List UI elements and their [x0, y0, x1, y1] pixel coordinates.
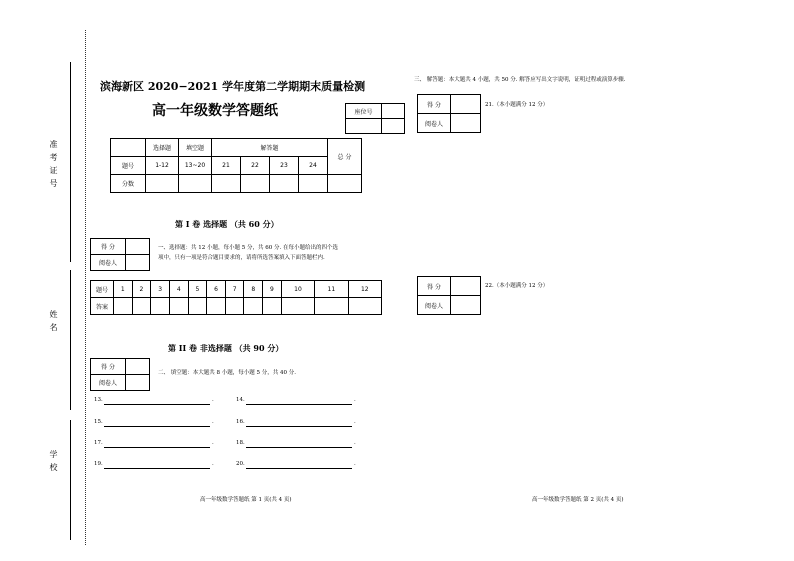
grader-label: 阅卷人 [91, 375, 126, 391]
blank-end-mark: . [354, 461, 356, 467]
answer-cell[interactable] [244, 298, 263, 315]
blank-number: 14. [236, 397, 245, 403]
col-header-total: 总 分 [328, 139, 362, 175]
footer-right: 高一年级数学答题纸 第 2 页(共 4 页) [532, 497, 624, 503]
grader-cell[interactable] [126, 255, 150, 271]
score-label: 得 分 [418, 95, 451, 114]
answer-blank[interactable] [246, 404, 352, 405]
answer-cell[interactable] [114, 298, 133, 315]
score-cell[interactable] [212, 175, 241, 193]
score-label: 得 分 [418, 277, 451, 296]
seat-number-table [345, 103, 405, 134]
answer-cell[interactable] [263, 298, 282, 315]
blank-number: 20. [236, 461, 245, 467]
question-number: 10 [281, 281, 314, 298]
question-number: 12 [348, 281, 381, 298]
part2-title: 第 II 卷 非选择题 （共 90 分） [168, 343, 284, 353]
score-cell[interactable] [146, 175, 179, 193]
question-number: 11 [315, 281, 348, 298]
part1-title: 第 I 卷 选择题 （共 60 分） [175, 219, 279, 229]
score-summary-table [110, 138, 362, 193]
question-number: 8 [244, 281, 263, 298]
grader-label: 阅卷人 [418, 296, 451, 315]
score-cell[interactable] [299, 175, 328, 193]
exam-title: 滨海新区 2020−2021 学年度第二学期期末质量检测 [100, 80, 366, 93]
score-cell[interactable] [451, 277, 481, 296]
seat-cell[interactable] [346, 119, 382, 134]
part1-score-box [90, 238, 150, 271]
answer-cell[interactable] [281, 298, 314, 315]
row-label: 题号 [111, 157, 146, 175]
score-label: 得 分 [91, 239, 126, 255]
question-number: 5 [188, 281, 207, 298]
blank-end-mark: . [354, 440, 356, 446]
item-cell: 22 [241, 157, 270, 175]
item-cell: 21 [212, 157, 241, 175]
grader-cell[interactable] [451, 114, 481, 133]
blank-end-mark: . [354, 397, 356, 403]
question-number: 1 [114, 281, 133, 298]
answer-blank[interactable] [246, 447, 352, 448]
grader-cell[interactable] [126, 375, 150, 391]
part2-score-box [90, 358, 150, 391]
blank-number: 19. [94, 461, 103, 467]
school-label: 学校 [49, 450, 58, 476]
blank-number: 13. [94, 397, 103, 403]
part1-instruction-1: 一、选择题：共 12 小题，每小题 5 分，共 60 分. 在每小题给出的四个选 [158, 245, 338, 251]
answer-cell[interactable] [207, 298, 226, 315]
part3-instruction: 三、 解答题：本大题共 4 小题，共 50 分. 解答应写出文字说明，证明过程或演算步骤. [414, 77, 626, 83]
answer-blank[interactable] [104, 404, 210, 405]
score-cell[interactable] [179, 175, 212, 193]
item-cell: 13~20 [179, 157, 212, 175]
seat-label: 座位号 [346, 104, 382, 119]
question-number: 2 [132, 281, 151, 298]
answer-cell[interactable] [225, 298, 244, 315]
blank-end-mark: . [212, 461, 214, 467]
binding-line [70, 62, 71, 262]
answer-blank[interactable] [104, 468, 210, 469]
grader-label: 阅卷人 [91, 255, 126, 271]
answer-cell[interactable] [132, 298, 151, 315]
blank-number: 18. [236, 440, 245, 446]
name-label: 姓名 [49, 310, 58, 336]
score-cell[interactable] [270, 175, 299, 193]
row-label: 分数 [111, 175, 146, 193]
grader-cell[interactable] [451, 296, 481, 315]
score-cell[interactable] [241, 175, 270, 193]
col-header: 填空题 [179, 139, 212, 157]
blank-number: 16. [236, 419, 245, 425]
score-cell[interactable] [451, 95, 481, 114]
blank-number: 15. [94, 419, 103, 425]
row-label: 题号 [91, 281, 114, 298]
blank-end-mark: . [212, 397, 214, 403]
score-cell[interactable] [126, 239, 150, 255]
question-number: 3 [151, 281, 170, 298]
grader-label: 阅卷人 [418, 114, 451, 133]
item-cell: 24 [299, 157, 328, 175]
seat-cell[interactable] [382, 104, 405, 119]
answer-blank[interactable] [104, 447, 210, 448]
answer-table [90, 280, 382, 315]
seat-cell[interactable] [382, 119, 405, 134]
q21-score-box [417, 94, 481, 133]
score-label: 得 分 [91, 359, 126, 375]
paper-title: 高一年级数学答题纸 [152, 103, 278, 119]
blank-number: 17. [94, 440, 103, 446]
answer-cell[interactable] [151, 298, 170, 315]
col-header: 解答题 [212, 139, 328, 157]
binding-dotted-line [85, 30, 86, 545]
item-cell: 23 [270, 157, 299, 175]
part1-instruction-2: 项中，只有一项是符合题目要求的，请将所选答案填入下面答题栏内. [158, 255, 325, 261]
q22-label: 22.（本小题满分 12 分） [485, 283, 549, 289]
q22-score-box [417, 276, 481, 315]
blank-end-mark: . [354, 419, 356, 425]
blank-end-mark: . [212, 440, 214, 446]
binding-line [70, 420, 71, 540]
score-cell[interactable] [126, 359, 150, 375]
answer-cell[interactable] [315, 298, 348, 315]
answer-blank[interactable] [104, 426, 210, 427]
item-cell: 1-12 [146, 157, 179, 175]
blank-end-mark: . [212, 419, 214, 425]
question-number: 4 [169, 281, 188, 298]
row-label: 答案 [91, 298, 114, 315]
answer-cell[interactable] [188, 298, 207, 315]
exam-number-label: 准考证号 [49, 140, 58, 192]
col-header: 选择题 [146, 139, 179, 157]
answer-cell[interactable] [169, 298, 188, 315]
question-number: 9 [263, 281, 282, 298]
blank-cell [111, 139, 146, 157]
score-cell[interactable] [328, 175, 362, 193]
answer-blank[interactable] [246, 468, 352, 469]
question-number: 6 [207, 281, 226, 298]
answer-blank[interactable] [246, 426, 352, 427]
binding-line [70, 270, 71, 410]
part2-instruction: 二、 填空题：本大题共 8 小题，每小题 5 分，共 40 分. [158, 370, 296, 376]
footer-left: 高一年级数学答题纸 第 1 页(共 4 页) [200, 497, 292, 503]
q21-label: 21.（本小题满分 12 分） [485, 102, 549, 108]
question-number: 7 [225, 281, 244, 298]
answer-cell[interactable] [348, 298, 381, 315]
